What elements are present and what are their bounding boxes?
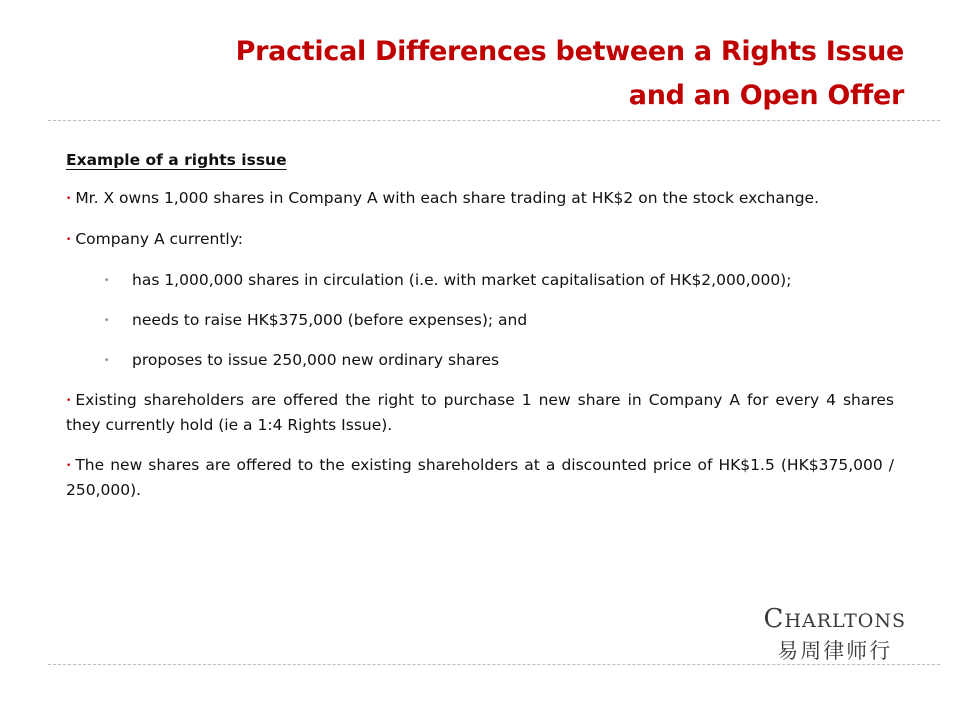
logo-rest: HARLTONS bbox=[784, 610, 906, 632]
bullet-text: Company A currently: bbox=[75, 230, 243, 248]
slide-body bbox=[66, 148, 894, 518]
main-bullet-list-continued bbox=[66, 388, 894, 502]
bullet-text: Existing shareholders are offered the right to purchase 1 new share in Company A for every 4 shares they currently hold (ie a 1:4 Rights Issue). bbox=[66, 391, 894, 434]
bullet-text: The new shares are offered to the existing shareholders at a discounted price of HK$1.5 (HK$375,000 / 250,000). bbox=[66, 456, 894, 499]
sub-bullet-text: has 1,000,000 shares in circulation (i.e. with market capitalisation of HK$2,000,000); bbox=[132, 271, 792, 289]
list-item bbox=[66, 227, 894, 252]
list-item bbox=[66, 348, 894, 372]
bullet-text: Mr. X owns 1,000 shares in Company A with each share trading at HK$2 on the stock exchange. bbox=[75, 189, 820, 207]
logo-initial: C bbox=[763, 604, 785, 634]
sub-bullet-icon: • bbox=[104, 356, 110, 366]
list-item bbox=[66, 388, 894, 437]
bullet-icon: • bbox=[66, 396, 72, 406]
charltons-logo bbox=[764, 604, 906, 666]
slide-title-line-1: Practical Differences between a Rights Issue bbox=[235, 36, 904, 67]
list-item bbox=[66, 308, 894, 332]
bullet-icon: • bbox=[66, 235, 72, 245]
sub-bullet-text: proposes to issue 250,000 new ordinary shares bbox=[132, 351, 500, 369]
section-heading: Example of a rights issue bbox=[66, 151, 287, 169]
bullet-icon: • bbox=[66, 194, 72, 204]
logo-english bbox=[764, 604, 906, 636]
sub-bullet-icon: • bbox=[104, 316, 110, 326]
sub-bullet-icon: • bbox=[104, 276, 110, 286]
list-item bbox=[66, 453, 894, 502]
bullet-icon: • bbox=[66, 461, 72, 471]
logo-chinese: 易周律师行 bbox=[777, 639, 893, 663]
slide-title bbox=[144, 30, 904, 118]
list-item bbox=[66, 186, 894, 211]
slide-title-line-2: and an Open Offer bbox=[628, 80, 904, 111]
main-bullet-list bbox=[66, 186, 894, 252]
sub-bullet-list bbox=[66, 268, 894, 372]
bottom-divider bbox=[48, 664, 940, 665]
list-item bbox=[66, 268, 894, 292]
sub-bullet-text: needs to raise HK$375,000 (before expenses); and bbox=[132, 311, 528, 329]
top-divider bbox=[48, 120, 940, 121]
